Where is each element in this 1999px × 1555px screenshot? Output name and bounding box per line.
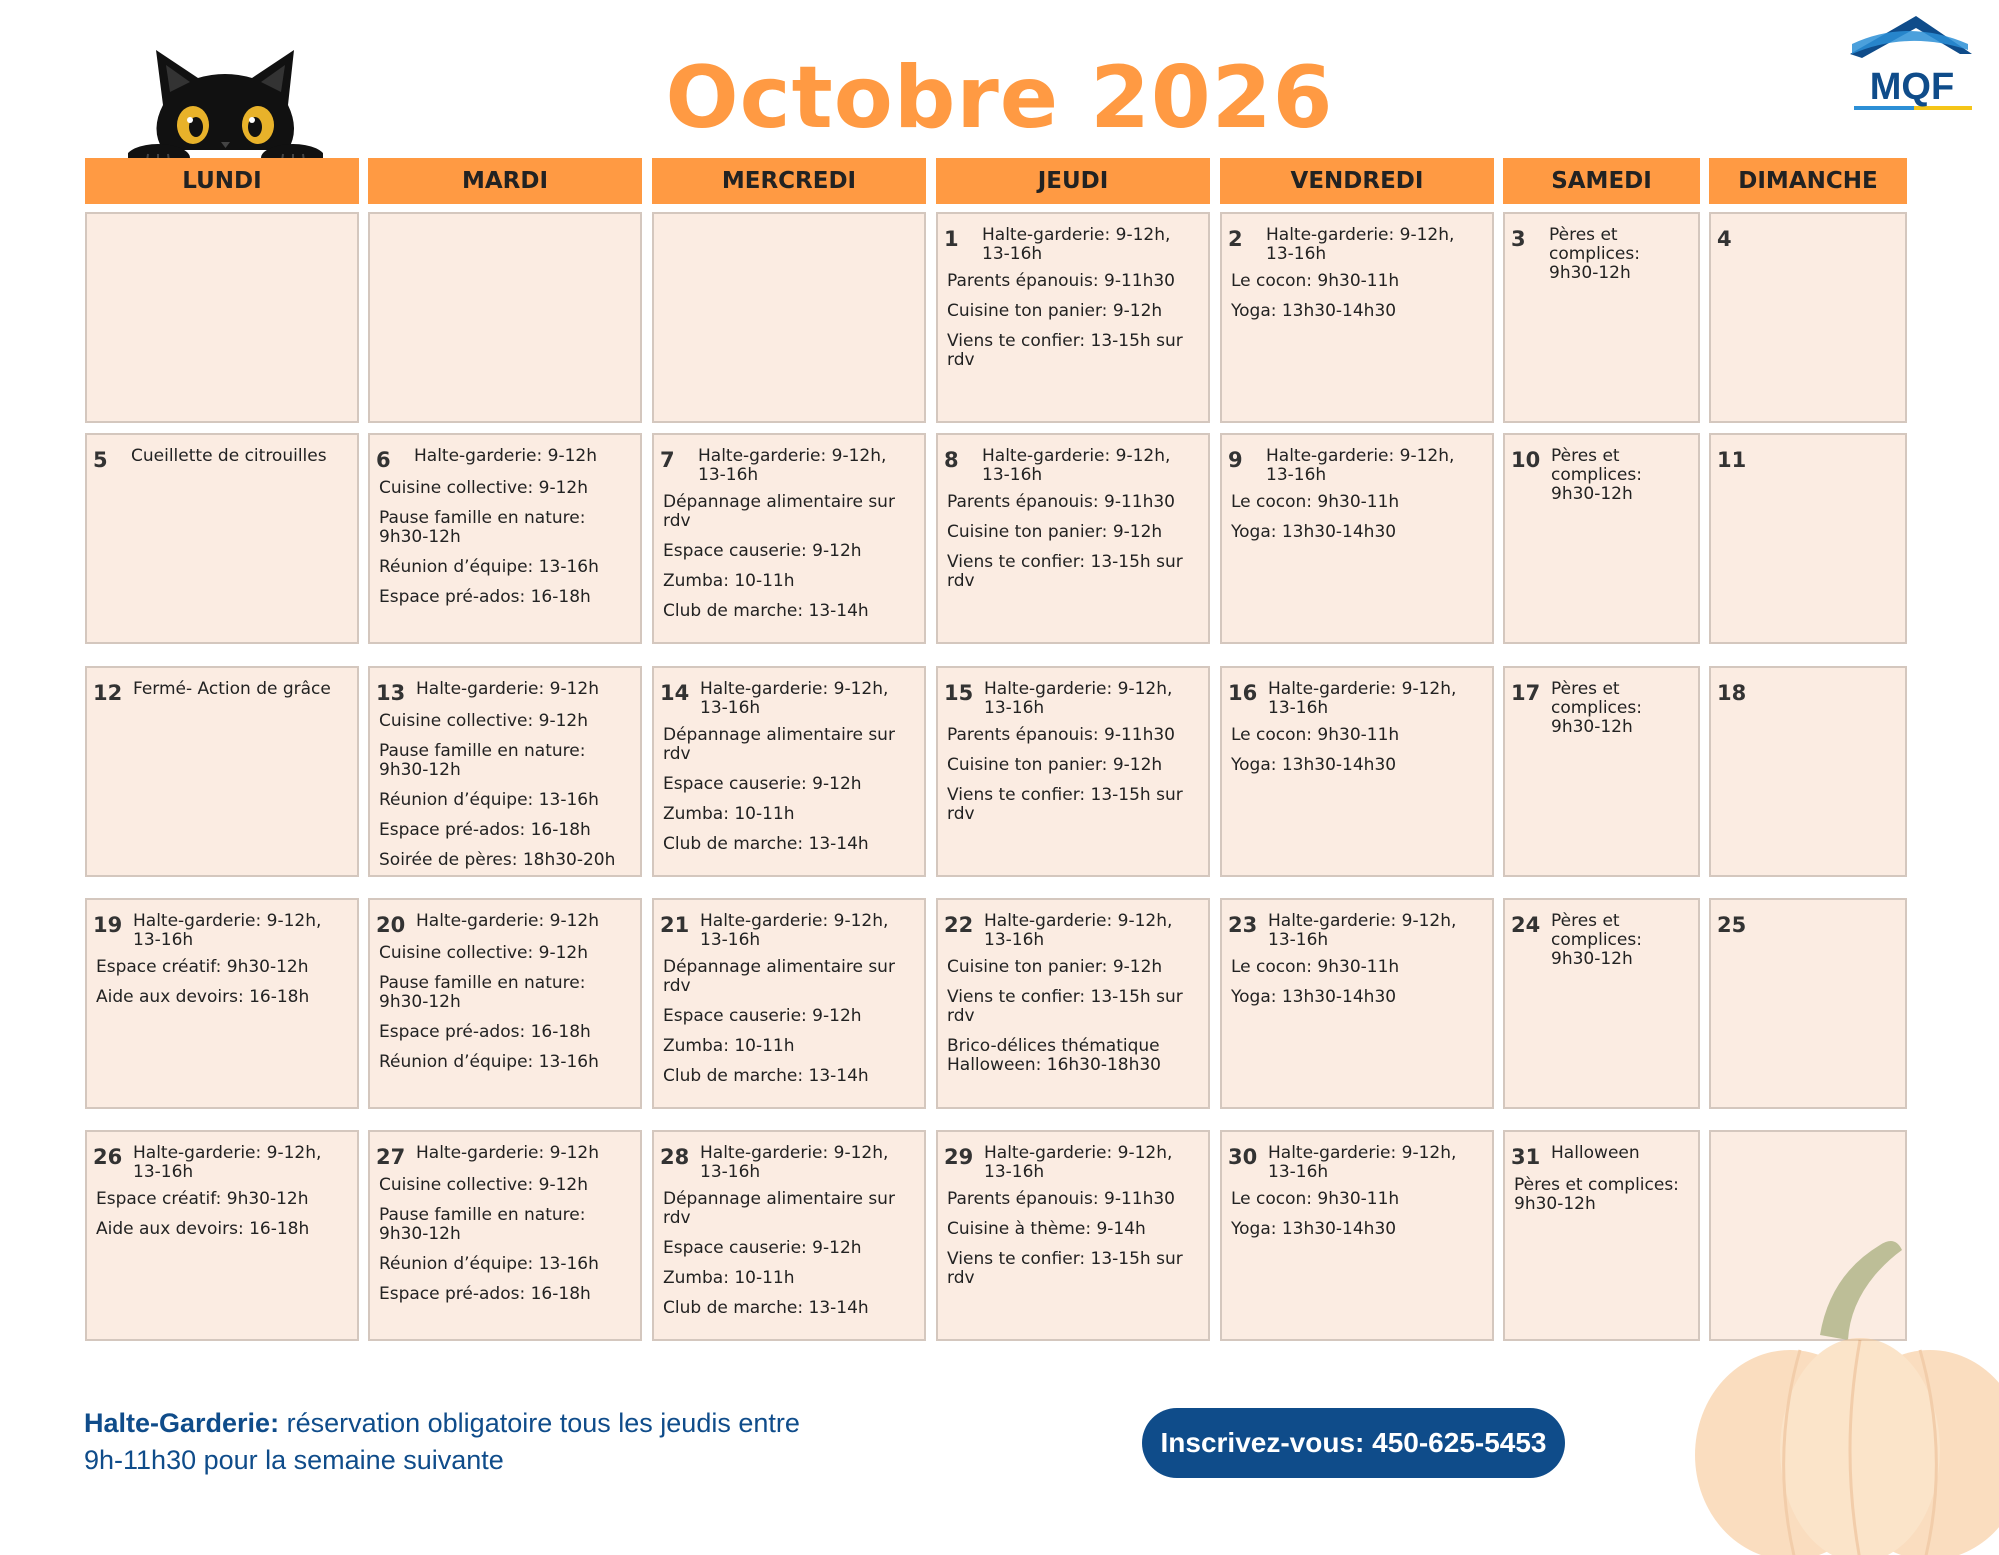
day-number: 9 — [1228, 448, 1243, 472]
day-cell — [85, 1130, 359, 1341]
day-number: 20 — [376, 913, 406, 937]
event-item: Parents épanouis: 9-11h30 — [947, 725, 1175, 745]
weekday-samedi: SAMEDI — [1503, 158, 1700, 204]
day-cell — [936, 898, 1210, 1109]
event-list — [1231, 726, 1486, 786]
day-number: 25 — [1717, 913, 1747, 937]
day-cell — [1503, 898, 1700, 1109]
weekday-vendredi: VENDREDI — [1220, 158, 1494, 204]
event-item: Zumba: 10-11h — [663, 1036, 795, 1056]
event-list — [379, 944, 634, 1083]
event-item: Cuisine collective: 9-12h — [379, 943, 588, 963]
day-cell — [1220, 1130, 1494, 1341]
day-number: 14 — [660, 681, 690, 705]
event-list — [947, 493, 1202, 602]
event-item: Réunion d’équipe: 13-16h — [379, 557, 599, 577]
day-cell — [652, 1130, 926, 1341]
event-list — [663, 726, 918, 865]
day-cell — [652, 433, 926, 644]
event-item: Club de marche: 13-14h — [663, 1066, 869, 1086]
day-number: 12 — [93, 681, 123, 705]
day-cell — [936, 212, 1210, 423]
event-item: Cuisine à thème: 9-14h — [947, 1219, 1146, 1239]
event-item: Halte-garderie: 9-12h, 13-16h — [982, 446, 1171, 485]
day-cell — [1503, 212, 1700, 423]
event-item: Halte-garderie: 9-12h, 13-16h — [700, 679, 889, 718]
event-list — [379, 712, 634, 881]
event-item: Zumba: 10-11h — [663, 1268, 795, 1288]
day-cell — [368, 898, 642, 1109]
day-cell — [1709, 898, 1907, 1109]
halte-garderie-note — [84, 1405, 844, 1479]
day-number: 1 — [944, 227, 959, 251]
event-item: Le cocon: 9h30-11h — [1231, 271, 1400, 291]
day-cell — [652, 666, 926, 877]
event-list — [379, 1176, 634, 1315]
event-item: Halte-garderie: 9-12h — [414, 446, 597, 466]
event-list — [947, 726, 1202, 835]
event-item: Espace causerie: 9-12h — [663, 1238, 862, 1258]
event-item: Cuisine ton panier: 9-12h — [947, 755, 1163, 775]
event-item: Club de marche: 13-14h — [663, 834, 869, 854]
event-item: Espace créatif: 9h30-12h — [96, 957, 309, 977]
day-number: 31 — [1511, 1145, 1541, 1169]
event-item: Fermé- Action de grâce — [133, 679, 331, 699]
day-cell — [368, 433, 642, 644]
event-item: Halte-garderie: 9-12h, 13-16h — [1268, 1143, 1457, 1182]
event-item: Yoga: 13h30-14h30 — [1231, 522, 1397, 542]
day-number: 2 — [1228, 227, 1243, 251]
note-text: réservation obligatoire tous les jeudis entre 9h-11h30 pour la semaine suivante — [84, 1408, 800, 1475]
day-cell — [1709, 212, 1907, 423]
day-number: 8 — [944, 448, 959, 472]
event-list — [663, 1190, 918, 1329]
event-item: Halte-garderie: 9-12h, 13-16h — [133, 1143, 322, 1182]
day-cell — [1709, 433, 1907, 644]
event-list — [1231, 272, 1486, 332]
day-number: 11 — [1717, 448, 1747, 472]
event-item: Viens te confier: 13-15h sur rdv — [947, 1249, 1183, 1288]
event-item: Yoga: 13h30-14h30 — [1231, 1219, 1397, 1239]
event-list — [947, 1190, 1202, 1299]
event-item: Viens te confier: 13-15h sur rdv — [947, 552, 1183, 591]
note-label: Halte-Garderie: — [84, 1408, 280, 1438]
event-item: Espace pré-ados: 16-18h — [379, 820, 591, 840]
event-item: Cuisine ton panier: 9-12h — [947, 522, 1163, 542]
event-item: Parents épanouis: 9-11h30 — [947, 492, 1175, 512]
day-number: 28 — [660, 1145, 690, 1169]
event-item: Halte-garderie: 9-12h, 13-16h — [700, 911, 889, 950]
event-item: Halte-garderie: 9-12h — [416, 679, 599, 699]
event-item: Dépannage alimentaire sur rdv — [663, 492, 895, 531]
event-list — [1231, 1190, 1486, 1250]
event-list — [96, 958, 351, 1018]
event-item: Club de marche: 13-14h — [663, 1298, 869, 1318]
mqf-house-logo — [1848, 14, 1974, 118]
event-item: Yoga: 13h30-14h30 — [1231, 301, 1397, 321]
event-item: Halte-garderie: 9-12h — [416, 1143, 599, 1163]
event-item: Pause famille en nature: 9h30-12h — [379, 741, 586, 780]
day-number: 6 — [376, 448, 391, 472]
day-cell — [85, 666, 359, 877]
day-cell — [1709, 666, 1907, 877]
event-item: Halloween — [1551, 1143, 1640, 1163]
day-number: 10 — [1511, 448, 1541, 472]
event-item: Yoga: 13h30-14h30 — [1231, 987, 1397, 1007]
event-item: Espace pré-ados: 16-18h — [379, 587, 591, 607]
register-phone-button[interactable]: Inscrivez-vous: 450-625-5453 — [1142, 1408, 1565, 1478]
event-item: Pause famille en nature: 9h30-12h — [379, 1205, 586, 1244]
day-number: 26 — [93, 1145, 123, 1169]
event-item: Halte-garderie: 9-12h, 13-16h — [984, 911, 1173, 950]
event-item: Pères et complices: 9h30-12h — [1551, 446, 1642, 504]
event-item: Pause famille en nature: 9h30-12h — [379, 508, 586, 547]
day-cell — [85, 898, 359, 1109]
day-number: 4 — [1717, 227, 1732, 251]
event-item: Pères et complices: 9h30-12h — [1551, 679, 1642, 737]
event-item: Réunion d’équipe: 13-16h — [379, 1052, 599, 1072]
event-item: Club de marche: 13-14h — [663, 601, 869, 621]
day-number: 13 — [376, 681, 406, 705]
event-item: Dépannage alimentaire sur rdv — [663, 957, 895, 996]
event-item: Zumba: 10-11h — [663, 804, 795, 824]
event-item: Halte-garderie: 9-12h, 13-16h — [700, 1143, 889, 1182]
day-number: 3 — [1511, 227, 1526, 251]
event-item: Aide aux devoirs: 16-18h — [96, 1219, 310, 1239]
day-number: 17 — [1511, 681, 1541, 705]
day-number: 21 — [660, 913, 690, 937]
day-number: 30 — [1228, 1145, 1258, 1169]
event-item: Zumba: 10-11h — [663, 571, 795, 591]
weekday-dimanche: DIMANCHE — [1709, 158, 1907, 204]
event-item: Espace pré-ados: 16-18h — [379, 1022, 591, 1042]
day-number: 18 — [1717, 681, 1747, 705]
day-cell — [652, 898, 926, 1109]
event-item: Le cocon: 9h30-11h — [1231, 492, 1400, 512]
day-number: 22 — [944, 913, 974, 937]
event-item: Le cocon: 9h30-11h — [1231, 1189, 1400, 1209]
event-list — [1231, 493, 1486, 553]
event-list — [663, 493, 918, 632]
weekday-mercredi: MERCREDI — [652, 158, 926, 204]
day-number: 23 — [1228, 913, 1258, 937]
event-item: Cuisine ton panier: 9-12h — [947, 301, 1163, 321]
event-item: Viens te confier: 13-15h sur rdv — [947, 987, 1183, 1026]
day-cell — [1503, 433, 1700, 644]
event-item: Cueillette de citrouilles — [131, 446, 327, 466]
day-number: 16 — [1228, 681, 1258, 705]
event-item: Halte-garderie: 9-12h, 13-16h — [1268, 679, 1457, 718]
day-cell — [936, 1130, 1210, 1341]
event-item: Pères et complices: 9h30-12h — [1549, 225, 1640, 283]
day-number: 29 — [944, 1145, 974, 1169]
day-number: 24 — [1511, 913, 1541, 937]
page-title: Octobre 2026 — [665, 48, 1334, 148]
black-cat-icon — [128, 50, 323, 172]
day-cell — [1220, 898, 1494, 1109]
day-cell — [1220, 433, 1494, 644]
event-item: Le cocon: 9h30-11h — [1231, 725, 1400, 745]
day-cell — [85, 212, 359, 423]
day-cell — [936, 666, 1210, 877]
event-item: Espace créatif: 9h30-12h — [96, 1189, 309, 1209]
event-item: Yoga: 13h30-14h30 — [1231, 755, 1397, 775]
day-number: 27 — [376, 1145, 406, 1169]
event-item: Cuisine ton panier: 9-12h — [947, 957, 1163, 977]
event-item: Halte-garderie: 9-12h, 13-16h — [1266, 446, 1455, 485]
event-item: Le cocon: 9h30-11h — [1231, 957, 1400, 977]
event-item: Halte-garderie: 9-12h — [416, 911, 599, 931]
event-item: Cuisine collective: 9-12h — [379, 1175, 588, 1195]
day-number: 5 — [93, 448, 108, 472]
event-item: Espace causerie: 9-12h — [663, 1006, 862, 1026]
day-cell — [1503, 1130, 1700, 1341]
day-number: 15 — [944, 681, 974, 705]
event-item: Halte-garderie: 9-12h, 13-16h — [1268, 911, 1457, 950]
event-item: Réunion d’équipe: 13-16h — [379, 790, 599, 810]
day-cell — [368, 212, 642, 423]
event-item: Pause famille en nature: 9h30-12h — [379, 973, 586, 1012]
event-item: Cuisine collective: 9-12h — [379, 478, 588, 498]
event-item: Halte-garderie: 9-12h, 13-16h — [984, 1143, 1173, 1182]
day-cell — [936, 433, 1210, 644]
event-item: Dépannage alimentaire sur rdv — [663, 1189, 895, 1228]
pumpkin-icon — [1680, 1215, 1999, 1555]
weekday-jeudi: JEUDI — [936, 158, 1210, 204]
event-item: Soirée de pères: 18h30-20h — [379, 850, 616, 870]
event-list — [947, 272, 1202, 381]
event-item: Halte-garderie: 9-12h, 13-16h — [982, 225, 1171, 264]
weekday-lundi: LUNDI — [85, 158, 359, 204]
event-item: Aide aux devoirs: 16-18h — [96, 987, 310, 1007]
event-item: Parents épanouis: 9-11h30 — [947, 271, 1175, 291]
event-item: Dépannage alimentaire sur rdv — [663, 725, 895, 764]
day-cell — [1220, 212, 1494, 423]
event-item: Brico-délices thématique Halloween: 16h30-18h30 — [947, 1036, 1161, 1075]
event-item: Halte-garderie: 9-12h, 13-16h — [133, 911, 322, 950]
event-item: Espace pré-ados: 16-18h — [379, 1284, 591, 1304]
day-cell — [85, 433, 359, 644]
event-list — [947, 958, 1202, 1086]
weekday-mardi: MARDI — [368, 158, 642, 204]
event-item: Halte-garderie: 9-12h, 13-16h — [698, 446, 887, 485]
day-cell — [368, 1130, 642, 1341]
event-item: Halte-garderie: 9-12h, 13-16h — [984, 679, 1173, 718]
event-item: Viens te confier: 13-15h sur rdv — [947, 331, 1183, 370]
event-item: Halte-garderie: 9-12h, 13-16h — [1266, 225, 1455, 264]
event-list — [1514, 1176, 1692, 1225]
event-item: Cuisine collective: 9-12h — [379, 711, 588, 731]
event-item: Pères et complices: 9h30-12h — [1551, 911, 1642, 969]
event-item: Parents épanouis: 9-11h30 — [947, 1189, 1175, 1209]
event-list — [96, 1190, 351, 1250]
event-item: Pères et complices: 9h30-12h — [1514, 1175, 1679, 1214]
day-number: 19 — [93, 913, 123, 937]
event-item: Viens te confier: 13-15h sur rdv — [947, 785, 1183, 824]
event-list — [379, 479, 634, 618]
day-cell — [1220, 666, 1494, 877]
day-cell — [652, 212, 926, 423]
day-cell — [368, 666, 642, 877]
day-number: 7 — [660, 448, 675, 472]
event-list — [1231, 958, 1486, 1018]
event-item: Espace causerie: 9-12h — [663, 774, 862, 794]
day-cell — [1503, 666, 1700, 877]
logo-text: MQF — [1869, 66, 1955, 108]
event-list — [663, 958, 918, 1097]
event-item: Réunion d’équipe: 13-16h — [379, 1254, 599, 1274]
event-item: Espace causerie: 9-12h — [663, 541, 862, 561]
